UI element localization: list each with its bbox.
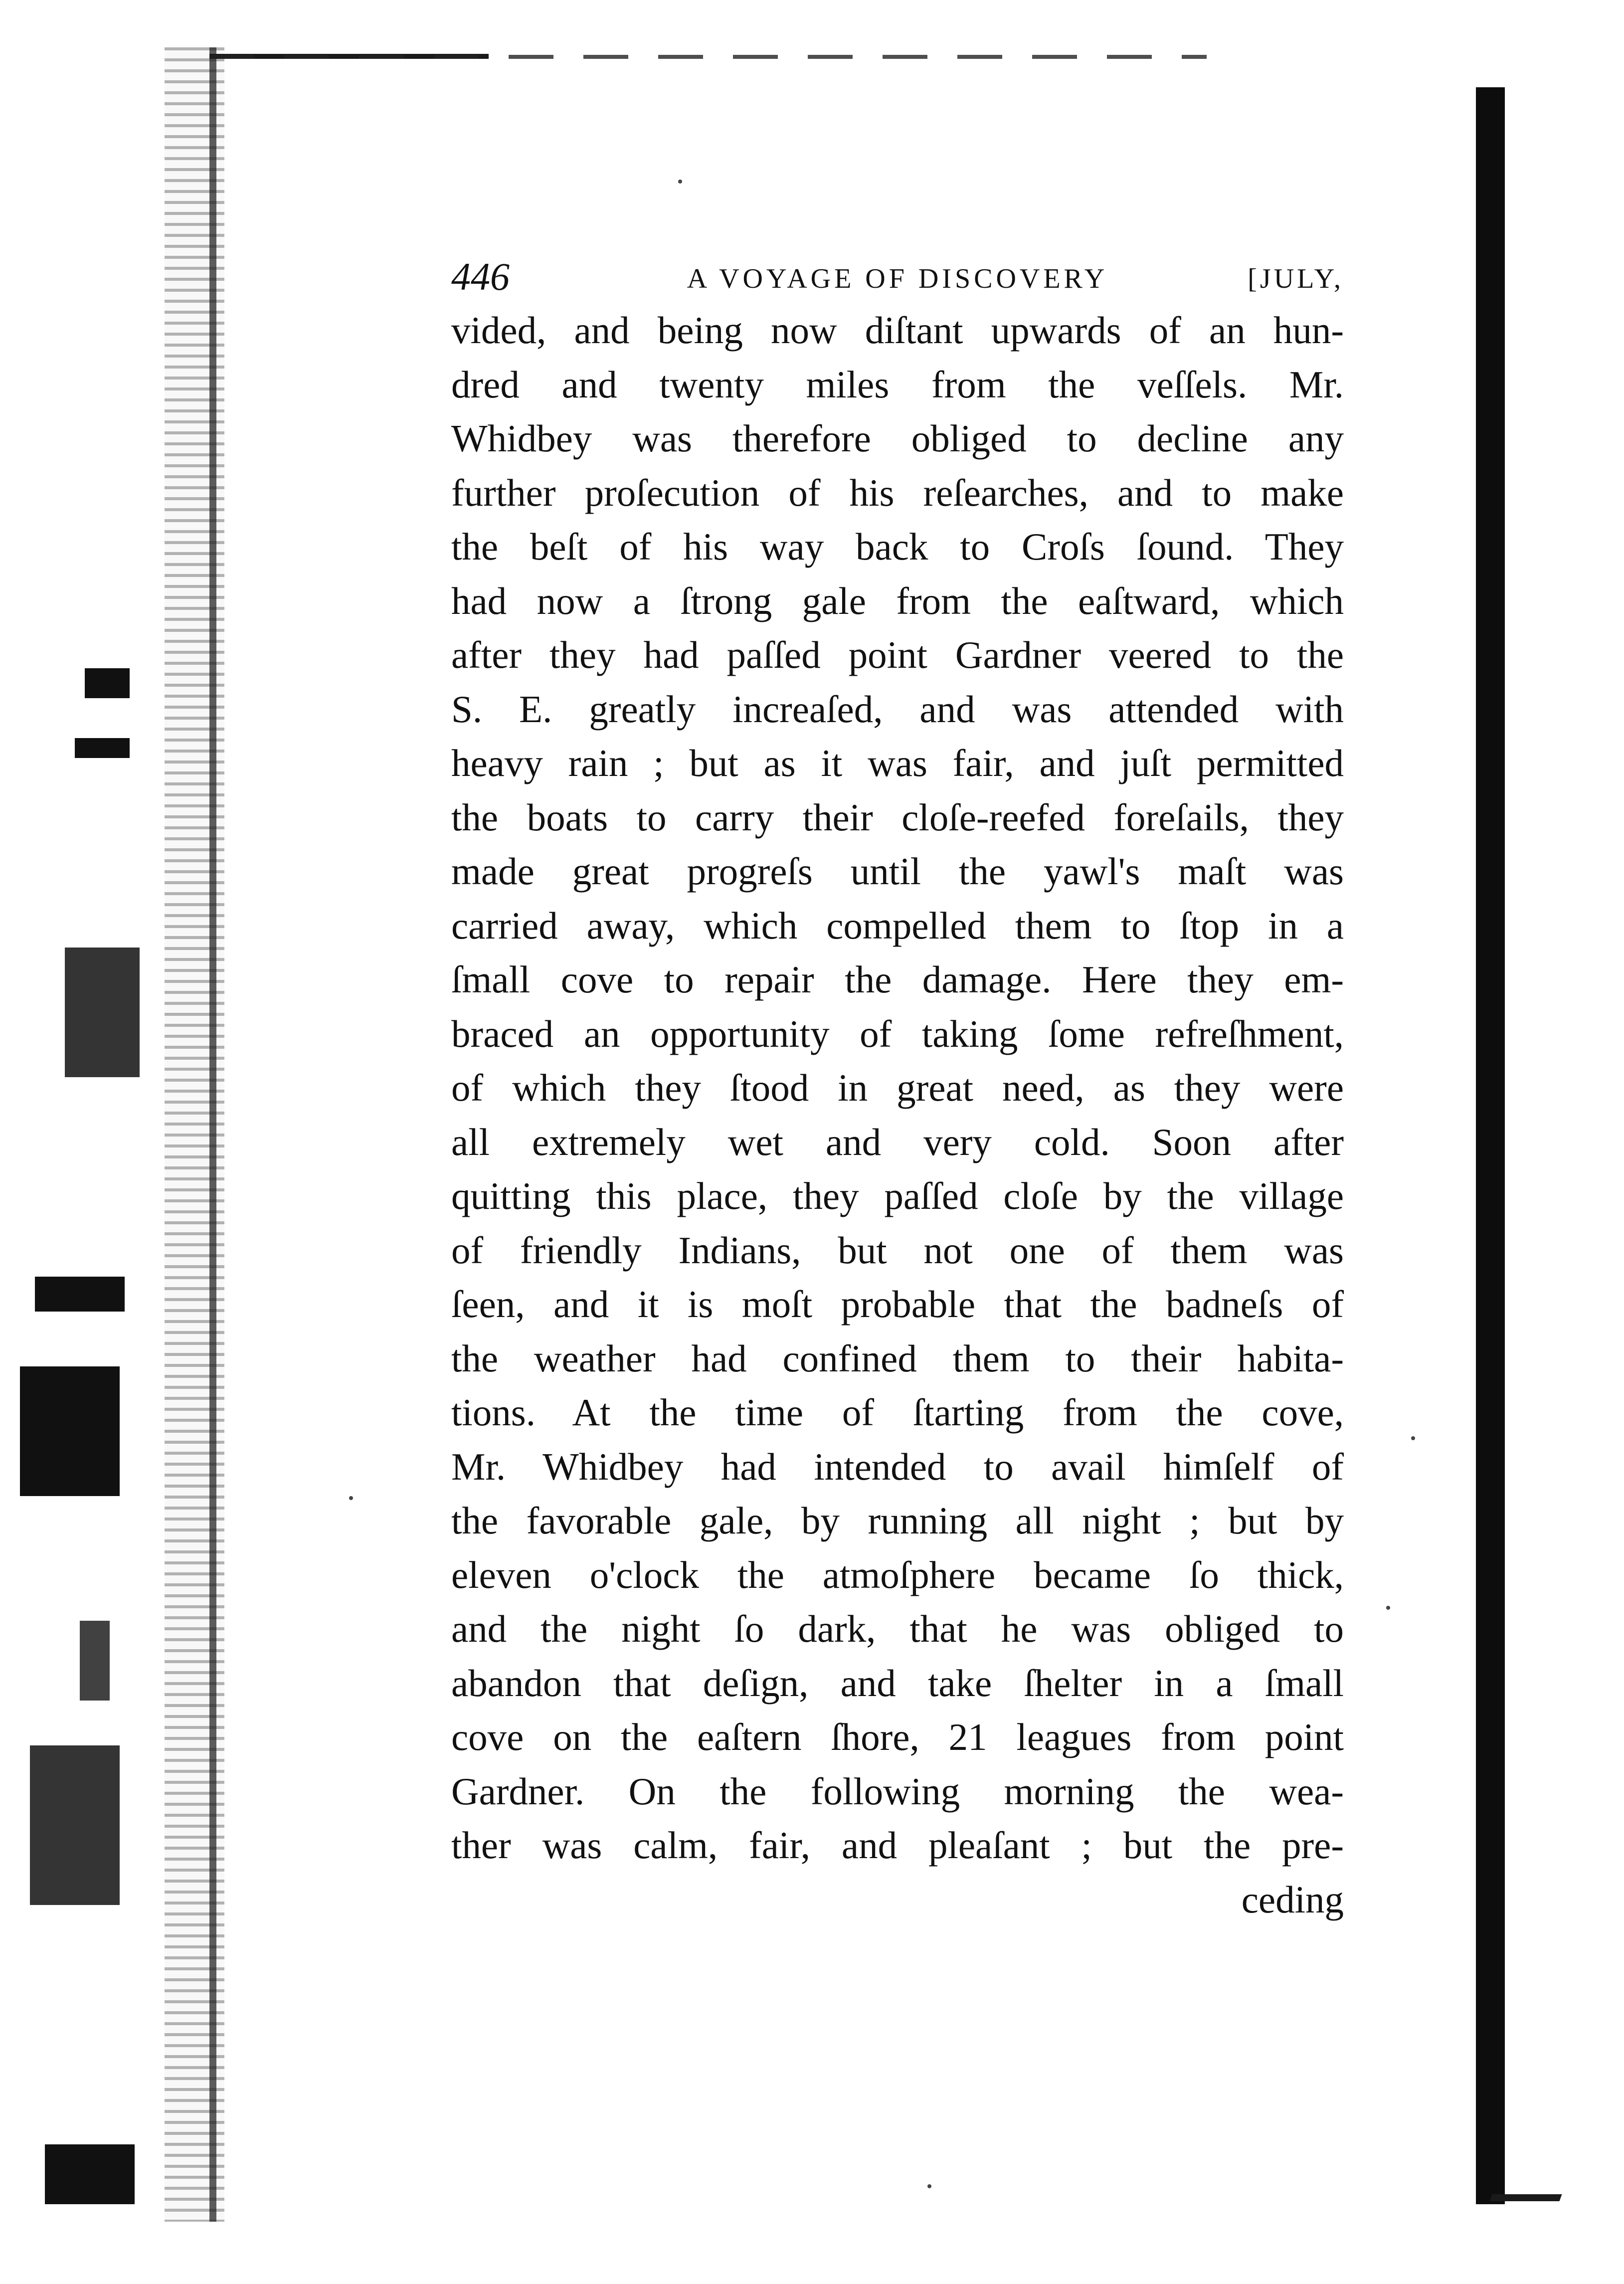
scan-smudge [45,2144,135,2204]
gutter-edge [209,47,216,2222]
scan-speck [349,1496,353,1500]
text-line: vided, and being now diſtant upwards of an hun- [451,309,1344,352]
text-line: all extremely wet and very cold. Soon after [451,1120,1344,1163]
right-page-edge [1476,87,1505,2204]
text-line: heavy rain ; but as it was fair, and juſt permitted [451,742,1344,784]
text-line: of which they ſtood in great need, as they were [451,1066,1344,1109]
running-header [451,252,1344,307]
text-line: braced an opportunity of taking ſome refreſhment, [451,1012,1344,1055]
text-line: had now a ſtrong gale from the eaſtward, which [451,579,1344,622]
scan-smudge [80,1621,110,1701]
text-line: ſmall cove to repair the damage. Here they em- [451,958,1344,1001]
running-title: A VOYAGE OF DISCOVERY [687,263,1108,294]
text-line: Mr. Whidbey had intended to avail himſelf of [451,1445,1344,1488]
text-line: the favorable gale, by running all night ; but by [451,1499,1344,1542]
top-edge-rule [209,55,1207,59]
text-line: further proſecution of his reſearches, and to make [451,471,1344,514]
text-line: eleven o'clock the atmoſphere became ſo thick, [451,1553,1344,1596]
scan-smudge [85,668,130,698]
text-line: and the night ſo dark, that he was obliged to [451,1607,1344,1650]
text-line: carried away, which compelled them to ſtop in a [451,904,1344,947]
text-line: ther was calm, fair, and pleaſant ; but the pre- [451,1824,1344,1867]
text-line: the boats to carry their cloſe-reefed foreſails, they [451,795,1344,839]
scan-smudge [30,1745,120,1905]
text-line: the beſt of his way back to Croſs ſound. They [451,525,1344,568]
text-line: Whidbey was therefore obliged to decline any [451,417,1344,460]
text-line: quitting this place, they paſſed cloſe by the village [451,1174,1344,1217]
text-line: dred and twenty miles from the veſſels. Mr. [451,363,1344,406]
text-line: the weather had confined them to their habita- [451,1336,1344,1380]
scan-smudge [20,1366,120,1496]
text-line: of friendly Indians, but not one of them was [451,1228,1344,1272]
text-line: made great progreſs until the yawl's maſt was [451,850,1344,893]
body-text [451,303,1344,1926]
scan-smudge [75,738,130,758]
scan-speck [678,180,682,184]
right-page-edge-foot [1489,2194,1562,2201]
text-line: abandon that deſign, and take ſhelter in a ſmall [451,1661,1344,1705]
scan-speck [927,2184,931,2188]
running-month: [JULY, [1248,263,1344,294]
page-number: 446 [451,255,510,298]
text-line: ſeen, and it is moſt probable that the badneſs of [451,1283,1344,1326]
scan-speck [1411,1436,1415,1440]
text-line: tions. At the time of ſtarting from the cove, [451,1391,1344,1434]
text-line: Gardner. On the following morning the wea- [451,1769,1344,1813]
scan-smudge [65,948,140,1077]
catchword: ceding [1241,1878,1344,1921]
text-line: cove on the eaſtern ſhore, 21 leagues from point [451,1715,1344,1758]
scan-speck [1386,1606,1390,1610]
text-line: S. E. greatly increaſed, and was attended with [451,687,1344,731]
text-line: after they had paſſed point Gardner veered to the [451,633,1344,676]
scan-smudge [35,1277,125,1312]
